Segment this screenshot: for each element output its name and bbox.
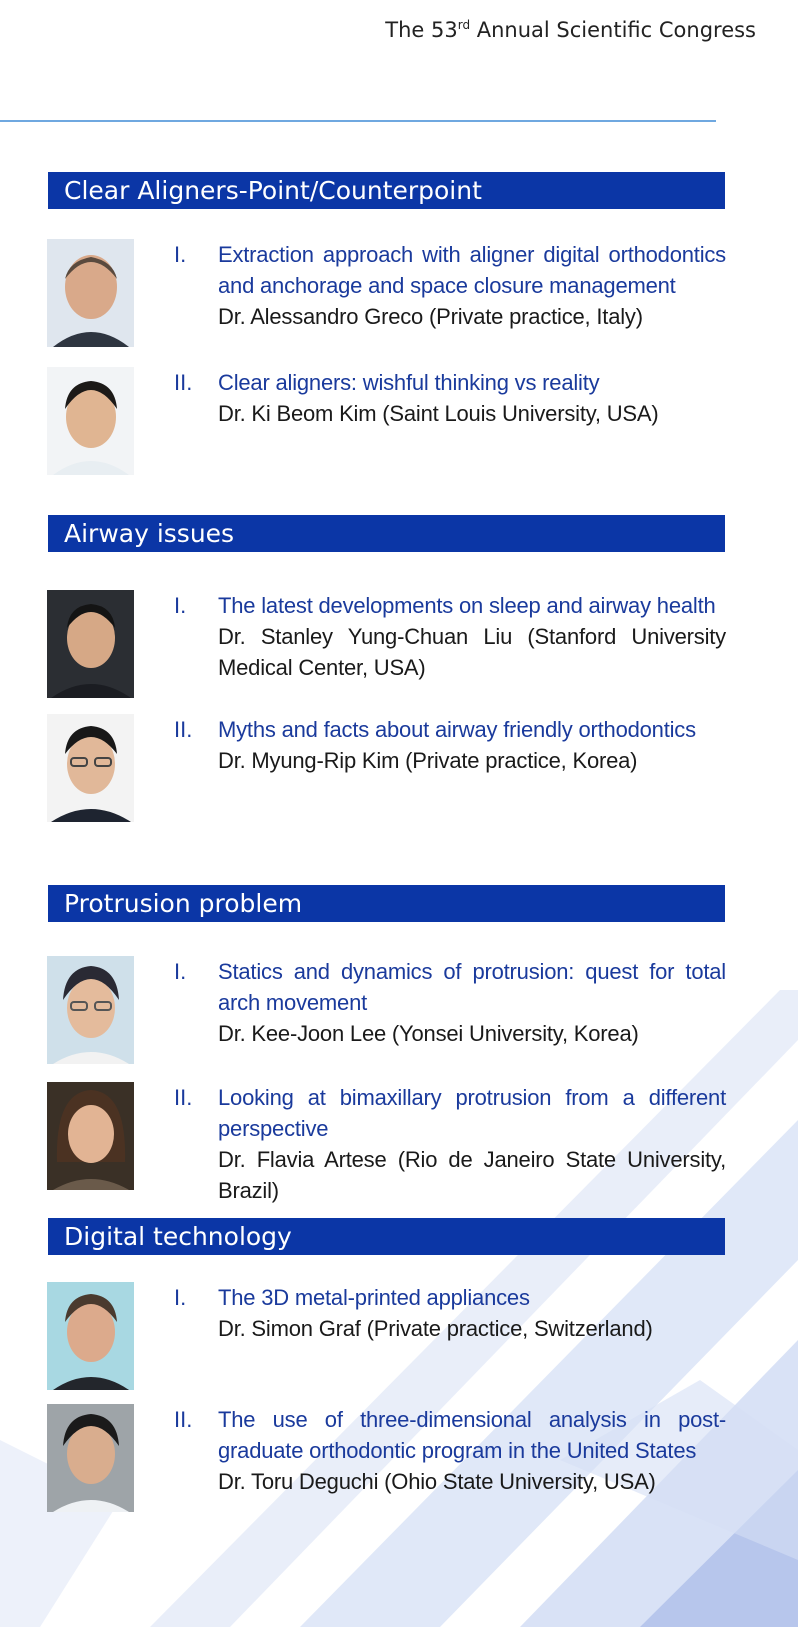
speaker-name: Dr. Flavia Artese (Rio de Janeiro State University, Brazil) [218, 1147, 726, 1203]
speaker-photo [47, 367, 134, 475]
talk-numeral: I. [174, 959, 187, 984]
speaker-name: Dr. Kee-Joon Lee (Yonsei University, Korea) [218, 1021, 639, 1046]
speaker-photo [47, 239, 134, 347]
talk-title: Extraction approach with aligner digital orthodontics and anchorage and space closure management [218, 242, 726, 298]
speaker-name: Dr. Stanley Yung-Chuan Liu (Stanford University Medical Center, USA) [218, 624, 726, 680]
section-header-clear-aligners: Clear Aligners-Point/Counterpoint [48, 172, 725, 209]
speaker-photo [47, 956, 134, 1064]
speaker-photo [47, 590, 134, 698]
congress-title: The 53rd Annual Scientific Congress [385, 18, 756, 42]
talk-title: The latest developments on sleep and airway health [218, 593, 716, 618]
talk-title: Clear aligners: wishful thinking vs reality [218, 370, 600, 395]
speaker-photo [47, 1282, 134, 1390]
talk-numeral: I. [174, 1285, 187, 1310]
talk-title: The use of three-dimensional analysis in post-graduate orthodontic program in the United States [218, 1407, 726, 1463]
talk-title: The 3D metal-printed appliances [218, 1285, 530, 1310]
talk-title: Statics and dynamics of protrusion: quest for total arch movement [218, 959, 726, 1015]
talk-numeral: I. [174, 593, 187, 618]
speaker-name: Dr. Alessandro Greco (Private practice, Italy) [218, 304, 643, 329]
talk-title: Myths and facts about airway friendly orthodontics [218, 717, 696, 742]
speaker-photo [47, 1404, 134, 1512]
speaker-name: Dr. Simon Graf (Private practice, Switzerland) [218, 1316, 653, 1341]
speaker-name: Dr. Toru Deguchi (Ohio State University, USA) [218, 1469, 656, 1494]
speaker-name: Dr. Ki Beom Kim (Saint Louis University, USA) [218, 401, 659, 426]
section-header-protrusion-problem: Protrusion problem [48, 885, 725, 922]
speaker-photo [47, 714, 134, 822]
header-divider [0, 120, 716, 122]
talk-numeral: I. [174, 242, 187, 267]
talk-numeral: II. [174, 1407, 193, 1432]
section-header-digital-technology: Digital technology [48, 1218, 725, 1255]
talk-title: Looking at bimaxillary protrusion from a different perspective [218, 1085, 726, 1141]
talk-numeral: II. [174, 717, 193, 742]
section-header-airway-issues: Airway issues [48, 515, 725, 552]
speaker-photo [47, 1082, 134, 1190]
talk-numeral: II. [174, 1085, 193, 1110]
talk-numeral: II. [174, 370, 193, 395]
speaker-name: Dr. Myung-Rip Kim (Private practice, Korea) [218, 748, 638, 773]
